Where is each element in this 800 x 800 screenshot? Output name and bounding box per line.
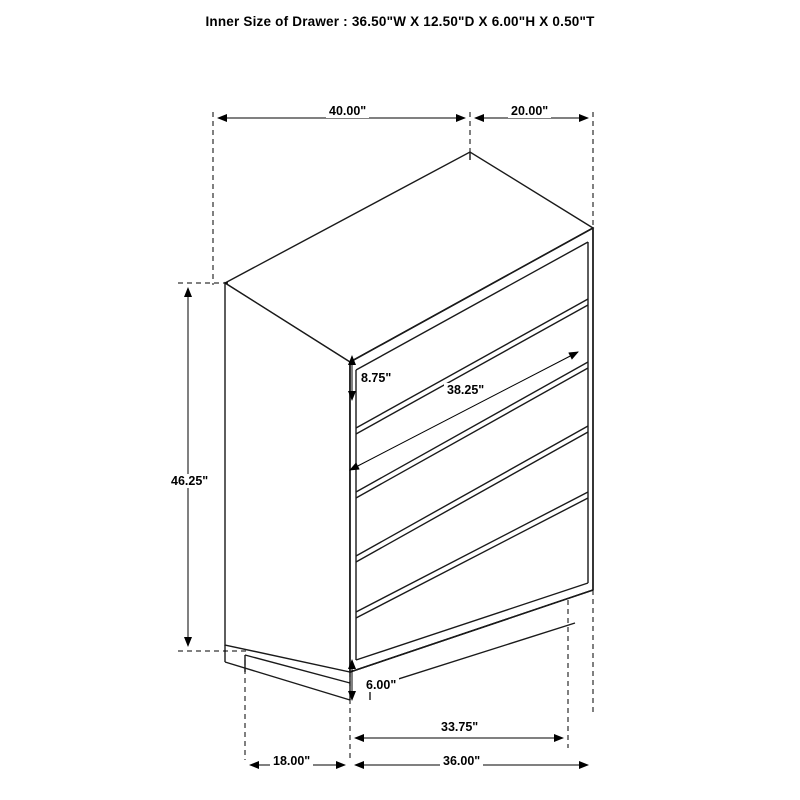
dim-front-width: 36.00" <box>440 754 483 768</box>
dim-base-clearance-height: 6.00" <box>363 678 399 692</box>
dim-overall-height: 46.25" <box>168 474 211 488</box>
dim-top-width: 40.00" <box>326 104 369 118</box>
page-title: Inner Size of Drawer : 36.50"W X 12.50"D X 6.00"H X 0.50"T <box>205 14 595 29</box>
dim-side-depth: 18.00" <box>270 754 313 768</box>
dim-drawer-face-width: 38.25" <box>444 383 487 397</box>
dim-top-depth: 20.00" <box>508 104 551 118</box>
dim-base-width-inner: 33.75" <box>438 720 481 734</box>
dim-drawer-face-height: 8.75" <box>358 371 394 385</box>
